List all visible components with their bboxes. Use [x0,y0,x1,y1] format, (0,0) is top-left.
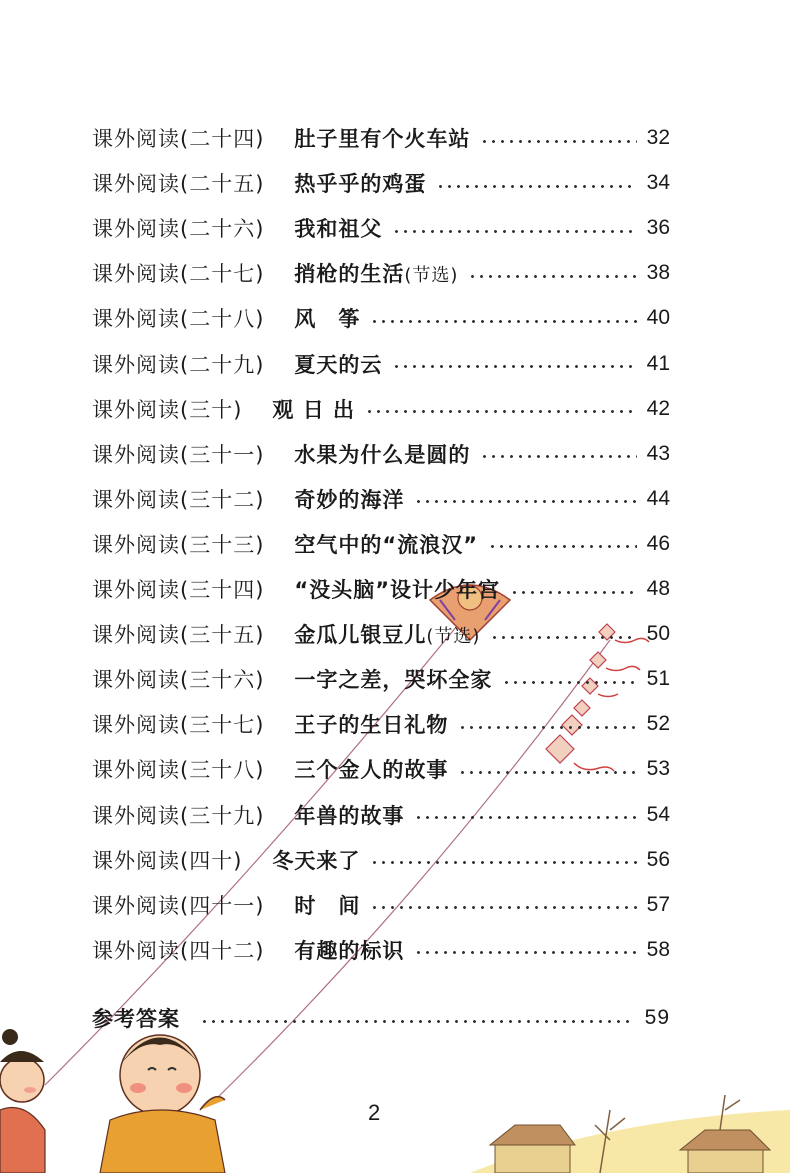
dot-leader [490,636,636,639]
dot-leader [468,275,636,278]
toc-section-label: 课外阅读(四十) [92,848,243,873]
toc-title [294,935,404,965]
toc-title [272,394,355,424]
toc-page-number: 41 [646,351,670,375]
village-houses-icon [470,1095,790,1173]
toc-page-number: 44 [646,486,670,510]
toc-title [294,619,480,649]
dot-leader [200,1020,635,1023]
toc-title-text: 奇妙的海洋 [294,487,405,512]
dot-leader [458,726,636,729]
toc-title [294,709,448,739]
toc-entry[interactable] [92,754,670,784]
dot-leader [480,140,636,143]
toc-section-label: 课外阅读(四十一) [92,893,265,918]
answer-page-number: 59 [644,1006,670,1029]
toc-title-text: 热乎乎的鸡蛋 [294,172,427,197]
toc-page-number: 53 [646,757,670,781]
toc-title-text: 观 日 出 [272,397,356,422]
toc-title-text: 时 间 [294,893,361,918]
toc-page-number: 58 [646,937,670,961]
toc-title [294,574,500,604]
toc-title-text: 年兽的故事 [294,803,405,828]
toc-page-number: 40 [646,306,670,330]
toc-title [294,349,382,379]
toc-section-label: 课外阅读(三十六) [92,668,265,693]
toc-title-text: “没头脑”设计少年宫 [294,578,500,602]
toc-title-text: 王子的生日礼物 [294,713,449,738]
toc-page-number: 54 [646,802,670,826]
toc-entry[interactable] [92,213,670,243]
dot-leader [414,500,636,503]
answer-label: 参考答案 [92,1007,180,1031]
toc-section-label: 课外阅读(三十五) [92,623,265,648]
dot-leader [414,816,636,819]
toc-title [294,258,458,288]
toc-section-label: 课外阅读(三十一) [92,442,265,467]
toc-page-number: 57 [646,892,670,916]
toc-section-label: 课外阅读(三十四) [92,578,265,602]
toc-entry[interactable] [92,484,670,514]
dot-leader [365,410,637,413]
toc-title [294,123,470,153]
toc-title [294,213,382,243]
toc-entry[interactable] [92,800,670,830]
toc-entry[interactable] [92,168,670,198]
toc-entry[interactable] [92,439,670,469]
toc-entry[interactable] [92,574,670,604]
toc-page-number: 46 [646,531,670,555]
toc-entry[interactable] [92,935,670,965]
child-center-icon [100,1035,225,1173]
dot-leader [436,185,636,188]
toc-title [294,754,448,784]
answer-entry[interactable] [92,1003,670,1033]
toc-title [294,529,478,559]
toc-page-number: 51 [646,667,670,691]
toc-section-label: 课外阅读(二十八) [92,307,265,332]
dot-leader [370,320,636,323]
toc-page-number: 43 [646,441,670,465]
toc-entry[interactable] [92,123,670,153]
toc-entry[interactable] [92,258,670,288]
toc-entry[interactable] [92,529,670,559]
toc-entry[interactable] [92,845,670,875]
toc-section-label: 课外阅读(三十八) [92,758,265,783]
toc-page-number: 52 [646,712,670,736]
dot-leader [480,455,636,458]
toc-entry[interactable] [92,890,670,920]
toc-page-number: 38 [646,261,670,285]
toc-section-label: 课外阅读(三十三) [92,532,265,557]
toc-title-note: (节选) [426,626,481,648]
toc-section-label: 课外阅读(三十二) [92,487,265,512]
toc-title-note: (节选) [404,265,459,287]
toc-page-number: 48 [646,577,670,600]
toc-title-text: 水果为什么是圆的 [294,442,471,467]
dot-leader [392,365,636,368]
toc-title-text: 夏天的云 [294,352,383,377]
toc-page-number: 34 [646,171,670,195]
toc-title [294,303,360,333]
toc-title [294,439,470,469]
toc-title [294,890,360,920]
toc-title-text: 冬天来了 [272,848,361,873]
toc-page-number: 42 [646,396,670,420]
dot-leader [370,861,636,864]
toc-section-label: 课外阅读(二十五) [92,172,265,197]
toc-entry[interactable] [92,709,670,739]
toc-entry[interactable] [92,394,670,424]
toc-title-text: 肚子里有个火车站 [294,127,471,151]
toc-entry[interactable] [92,303,670,333]
toc-title-text: 金瓜儿银豆儿 [294,623,427,648]
toc-title [272,845,360,875]
dot-leader [488,545,637,548]
toc-title-text: 三个金人的故事 [294,758,449,783]
page-number: 2 [368,1100,381,1125]
dot-leader [502,681,636,684]
toc-entry[interactable] [92,664,670,694]
toc-title [294,484,404,514]
toc-entry[interactable] [92,349,670,379]
toc-section-label: 课外阅读(三十九) [92,803,265,828]
toc-page-number: 56 [646,847,670,871]
toc-title-text: 风 筝 [294,307,361,332]
toc-page-number: 50 [646,622,670,646]
dot-leader [392,230,636,233]
toc-section-label: 课外阅读(三十) [92,397,243,422]
toc-title [294,168,426,198]
toc-title-text: 空气中的“流浪汉” [294,532,478,557]
toc-title-text: 我和祖父 [294,217,383,242]
dot-leader [510,591,637,594]
dot-leader [458,771,636,774]
toc-section-label: 课外阅读(三十七) [92,713,265,738]
toc-section-label: 课外阅读(二十七) [92,262,265,287]
toc-section-label: 课外阅读(二十九) [92,352,265,377]
toc-entry[interactable] [92,619,670,649]
toc-title-text: 一字之差，哭坏全家 [294,668,493,693]
toc-title [294,800,404,830]
toc-page-number: 36 [646,216,670,240]
toc-section-label: 课外阅读(二十六) [92,217,265,242]
child-left-icon [0,1029,45,1173]
toc-section-label: 课外阅读(四十二) [92,938,265,963]
toc-title-text: 有趣的标识 [294,938,405,963]
toc-page-number: 32 [646,126,670,149]
toc-title [294,664,492,694]
dot-leader [370,906,636,909]
dot-leader [414,951,636,954]
toc-section-label: 课外阅读(二十四) [92,127,265,151]
toc-title-text: 捎枪的生活 [294,262,405,287]
